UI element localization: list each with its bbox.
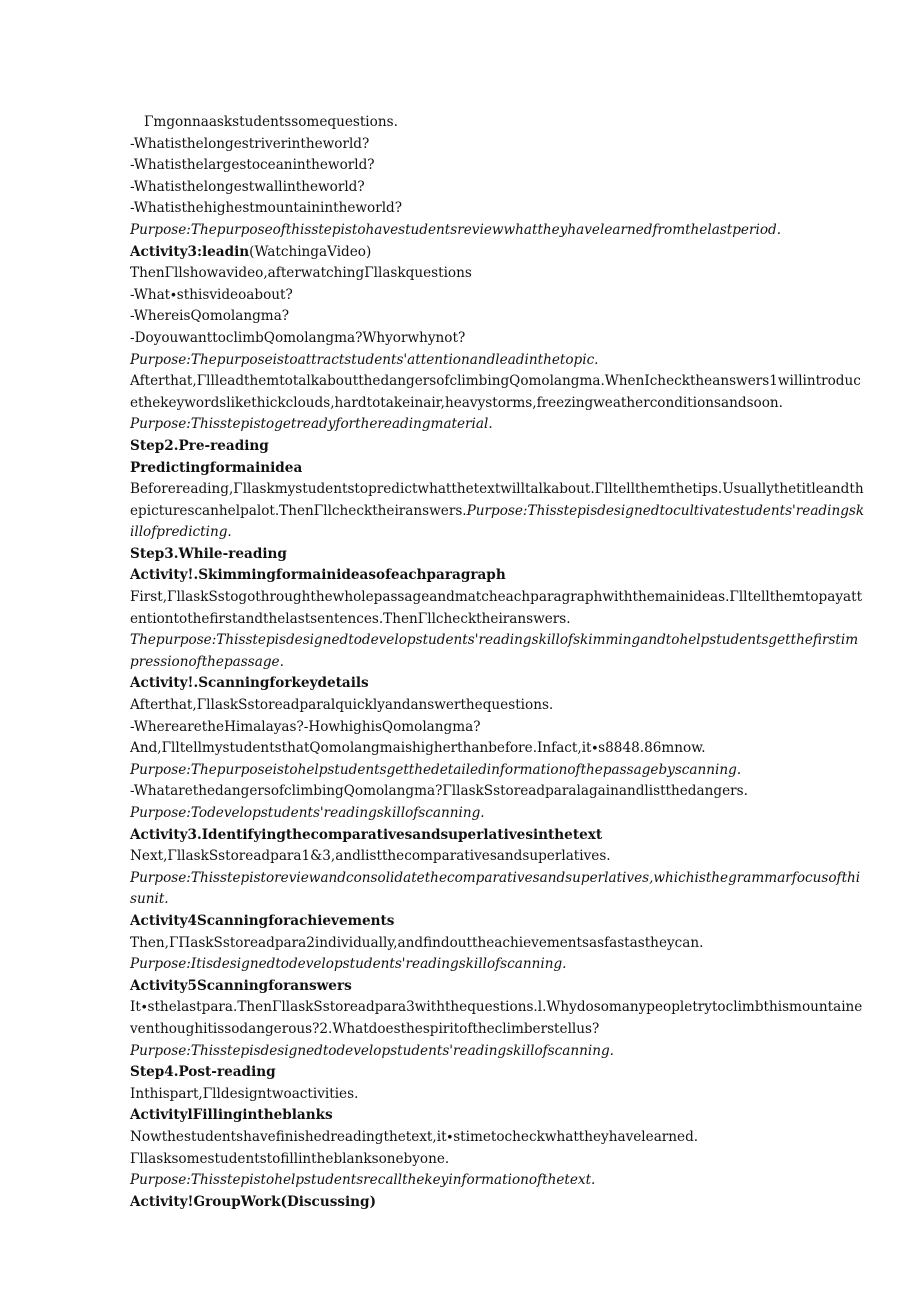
text-line: ThenΓllshowavideo,afterwatchingΓllaskquestions [130,265,472,282]
text-line: Γmgonnaaskstudentssomequestions. [144,114,398,130]
text-line: -WherearetheHimalayas?-HowhighisQomolangma? [130,718,481,735]
text-line: And,ΓlltellmystudentsthatQomolangmaishigherthanbefore.Infact,it∙s8848.86mnow. [130,740,706,757]
section-heading: Step3.While-reading [130,545,287,562]
inline-text: Beforereading,Γllaskmystudentstopredictwhatthetextwilltalkabout.Γlltellthemthetips.Usuallythetitleandthepicturescanhelpalot.ThenΓllchecktheiranswers. [130,481,864,519]
text-line: Then,ΓΠaskSstoreadpara2individually,andfindouttheachievementsasfastastheycan. [130,934,704,951]
section-heading: Activity3.Identifyingthecomparativesandsuperlativesinthetext [130,826,603,843]
purpose-note: Purpose:Itisdesignedtodevelopstudents'readingskillofscanning. [130,956,567,973]
document-body [130,112,865,1213]
section-heading: Step2.Pre-reading [130,437,269,454]
section-heading: Activity!.Scanningforkeydetails [130,675,369,692]
text-line: -DoyouwanttoclimbQomolangma?Whyorwhynot? [130,329,466,346]
purpose-note: Purpose:Thisstepistogetreadyforthereadingmaterial. [130,416,493,433]
inline-text: (WatchingaVideo) [249,243,372,260]
section-heading: ActivitylFillingintheblanks [130,1107,333,1124]
text-line: First,ΓllaskSstogothroughthewholepassageandmatcheachparagraphwiththemainideas.Γlltellthemtopayattentiontothefirstandthelastsentences.ThenΓllchecktheiranswers. [130,589,863,627]
text-line: -What∙sthisvideoabout? [130,286,293,303]
purpose-note: Purpose:Todevelopstudents'readingskillofscanning. [130,805,485,821]
text-line: It∙sthelastpara.ThenΓllaskSstoreadpara3withthequestions.l.Whydosomanypeopletrytoclimbthismountaineventhoughitissodangerous?2.Whatdoesthespiritoftheclimberstellus? [130,999,863,1037]
section-heading: Step4.Post-reading [130,1064,276,1081]
section-heading: Activity4Scanningforachievements [130,912,395,929]
purpose-note: Thepurpose:Thisstepisdesignedtodevelopstudents'readingskillofskimmingandtohelpstudentsgetthefirstimpressionofthepassage. [130,632,859,670]
purpose-note: Purpose:Thepurposeofthisstepistohavestudentsreviewwhattheyhavelearnedfromthelastperiod. [130,221,782,238]
text-line: Next,ΓllaskSstoreadpara1&3,andlistthecomparativesandsuperlatives. [130,848,611,865]
text-line: Γllasksomestudentstofillintheblanksonebyone. [130,1150,450,1167]
purpose-note: Purpose:Thisstepisdesignedtodevelopstudents'readingskillofscanning. [130,1042,614,1059]
text-line: Afterthat,ΓllaskSstoreadparalquicklyandanswerthequestions. [130,697,554,714]
text-line: Nowthestudentshavefinishedreadingthetext,it∙stimetocheckwhattheyhavelearned. [130,1128,699,1145]
purpose-note: Purpose:Thisstepistohelpstudentsrecallthekeyinformationofthetext. [130,1172,596,1189]
text-line: Afterthat,ΓllleadthemtotalkaboutthedangersofclimbingQomolangma.WhenIchecktheanswers1willintroducethekeywordslikethickclouds,hardtotakeinair,heavystorms,freezingweatherconditionsandsoon. [130,373,861,411]
text-line: -Whatisthelongestriverintheworld? [130,135,370,152]
text-line: -Whatisthehighestmountainintheworld? [130,200,403,217]
text-line: -WhereisQomolangma? [130,308,290,325]
section-heading: Activity5Scanningforanswers [130,977,352,994]
inline-heading: Activity3:leadin [130,243,250,260]
text-line: -Whatisthelargestoceanintheworld? [130,157,375,174]
text-line [130,479,865,544]
inline-purpose: Purpose:Thisstepisdesignedtocultivatestudents'readingskillofpredicting. [130,502,865,541]
section-heading: Predictingformainidea [130,459,303,476]
text-line: Inthispart,Γlldesigntwoactivities. [130,1085,359,1102]
purpose-note: Purpose:Thisstepistoreviewandconsolidatethecomparativesandsuperlatives,whichisthegrammarfocusofthisunit. [130,869,861,908]
text-line [130,242,865,264]
text-line: -WhatarethedangersofclimbingQomolangma?ΓllaskSstoreadparalagainandlistthedangers. [130,783,748,800]
purpose-note: Purpose:Thepurposeistoattractstudents'attentionandleadinthetopic. [130,351,599,368]
text-line: -Whatisthelongestwallintheworld? [130,178,365,195]
purpose-note: Purpose:Thepurposeistohelpstudentsgetthedetailedinformationofthepassagebyscanning. [130,761,742,778]
section-heading: Activity!GroupWork(Discussing) [130,1193,376,1210]
section-heading: Activity!.Skimmingformainideasofeachparagraph [130,567,506,584]
